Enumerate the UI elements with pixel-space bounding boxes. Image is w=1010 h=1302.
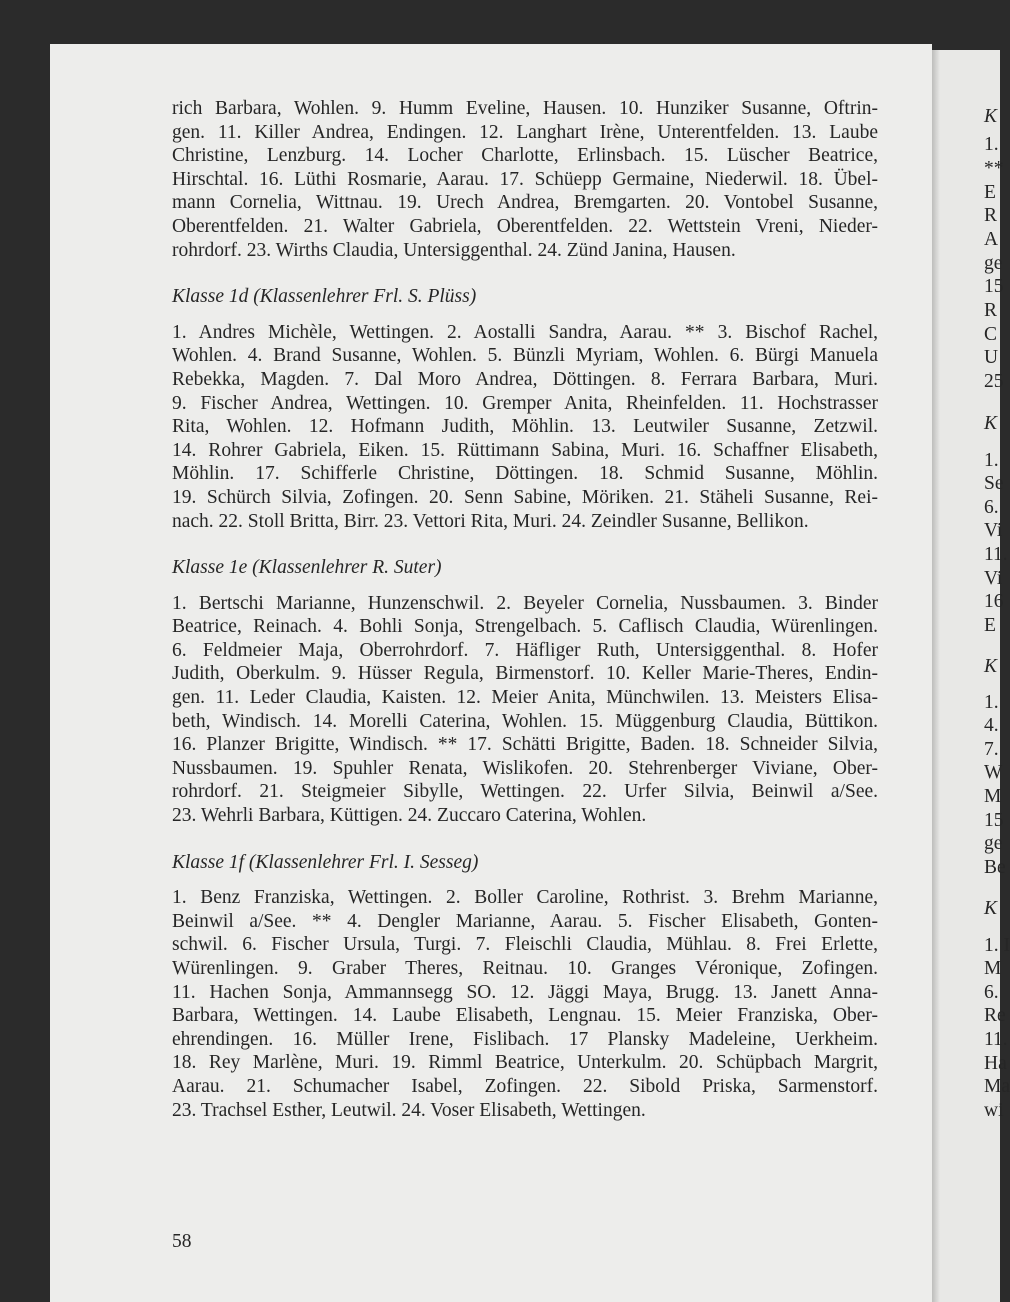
edge-fragment: Ma — [984, 1076, 1010, 1097]
text-line: beth, Windisch. 14. Morelli Caterina, Wohlen. 15. Müggenburg Claudia, Büttikon. — [172, 710, 878, 732]
edge-fragment: ge — [984, 253, 1003, 274]
edge-fragment: E — [984, 615, 996, 636]
edge-fragment: Se — [984, 473, 1004, 494]
text-line: ehrendingen. 16. Müller Irene, Fislibach. 17 Plansky Madeleine, Uerkheim. — [172, 1028, 878, 1050]
text-line: Oberentfelden. 21. Walter Gabriela, Oberentfelden. 22. Wettstein Vreni, Nieder- — [172, 215, 878, 237]
text-line: Christine, Lenzburg. 14. Locher Charlotte, Erlinsbach. 15. Lüscher Beatrice, — [172, 145, 878, 167]
edge-fragment: ge — [984, 833, 1003, 854]
next-page-edge — [932, 50, 1010, 1302]
intro-paragraph — [172, 97, 878, 262]
text-line: 11. Hachen Sonja, Ammannsegg SO. 12. Jäggi Maya, Brugg. 13. Janett Anna- — [172, 981, 878, 1003]
edge-fragment: C — [984, 324, 998, 345]
text-line: Judith, Oberkulm. 9. Hüsser Regula, Birmenstorf. 10. Keller Marie-Theres, Endin- — [172, 663, 878, 685]
edge-fragment: E — [984, 182, 996, 203]
text-line: 23. Wehrli Barbara, Küttigen. 24. Zuccaro Caterina, Wohlen. — [172, 805, 647, 827]
text-line: Wohlen. 4. Brand Susanne, Wohlen. 5. Bünzli Myriam, Wohlen. 6. Bürgi Manuela — [172, 345, 878, 367]
text-line: 14. Rohrer Gabriela, Eiken. 15. Rüttimann Sabina, Muri. 16. Schaffner Elisabeth, — [172, 439, 878, 461]
page-text — [172, 97, 878, 1122]
text-line: Barbara, Wettingen. 14. Laube Elisabeth, Lengnau. 15. Meier Franziska, Ober- — [172, 1005, 878, 1027]
edge-fragment: 11. — [984, 1029, 1008, 1050]
edge-fragment: M — [984, 958, 1002, 979]
section-paragraph-1f — [172, 886, 878, 1122]
section-paragraph-1d — [172, 321, 878, 533]
section-paragraph-1e — [172, 592, 878, 828]
edge-fragment: 4. — [984, 715, 999, 736]
text-line: gen. 11. Leder Claudia, Kaisten. 12. Meier Anita, Münchwilen. 13. Meisters Elisa- — [172, 687, 878, 709]
edge-fragment: 7. — [984, 739, 999, 760]
text-line: 9. Fischer Andrea, Wettingen. 10. Gremper Anita, Rheinfelden. 11. Hochstrasser — [172, 392, 878, 414]
edge-fragment: Ha — [984, 1053, 1007, 1074]
edge-fragment: ** — [984, 158, 1004, 179]
text-line: Hirschtal. 16. Lüthi Rosmarie, Aarau. 17. Schüepp Germaine, Niederwil. 18. Übel- — [172, 168, 878, 190]
text-line: schwil. 6. Fischer Ursula, Turgi. 7. Fleischli Claudia, Mühlau. 8. Frei Erlette, — [172, 934, 878, 956]
text-line: nach. 22. Stoll Britta, Birr. 23. Vettori Rita, Muri. 24. Zeindler Susanne, Bellikon. — [172, 510, 809, 532]
edge-fragment: 1. — [984, 450, 999, 471]
page-fold — [932, 50, 940, 1302]
text-line: rohrdorf. 23. Wirths Claudia, Untersiggenthal. 24. Zünd Janina, Hausen. — [172, 239, 736, 261]
text-line: gen. 11. Killer Andrea, Endingen. 12. Langhart Irène, Unterentfelden. 13. Laube — [172, 121, 878, 143]
edge-fragment: K — [984, 898, 998, 919]
text-line: 23. Trachsel Esther, Leutwil. 24. Voser Elisabeth, Wettingen. — [172, 1099, 646, 1121]
section-heading-1d: Klasse 1d (Klassenlehrer Frl. S. Plüss) — [172, 286, 477, 308]
text-line: Aarau. 21. Schumacher Isabel, Zofingen. 22. Sibold Priska, Sarmenstorf. — [172, 1075, 878, 1097]
text-line: rohrdorf. 21. Steigmeier Sibylle, Wettingen. 22. Urfer Silvia, Beinwil a/See. — [172, 781, 878, 803]
text-line: Nussbaumen. 19. Spuhler Renata, Wislikofen. 20. Stehrenberger Viviane, Ober- — [172, 757, 878, 779]
edge-fragment: 25 — [984, 371, 1004, 392]
edge-fragment: 1. — [984, 692, 999, 713]
edge-fragment: K — [984, 413, 998, 434]
section-heading-1e: Klasse 1e (Klassenlehrer R. Suter) — [172, 557, 442, 579]
text-line: Rita, Wohlen. 12. Hofmann Judith, Möhlin. 13. Leutwiler Susanne, Zetzwil. — [172, 416, 878, 438]
text-line: rich Barbara, Wohlen. 9. Humm Eveline, Hausen. 10. Hunziker Susanne, Oftrin- — [172, 98, 878, 119]
text-line: mann Cornelia, Wittnau. 19. Urech Andrea, Bremgarten. 20. Vontobel Susanne, — [172, 192, 878, 214]
page-number: 58 — [172, 1231, 192, 1252]
text-line: Würenlingen. 9. Graber Theres, Reitnau. 10. Granges Véronique, Zofingen. — [172, 958, 878, 979]
section-heading-1f: Klasse 1f (Klassenlehrer Frl. I. Sesseg) — [172, 851, 479, 873]
edge-fragment: Vi — [984, 520, 1003, 541]
text-line: Möhlin. 17. Schifferle Christine, Döttingen. 18. Schmid Susanne, Möhlin. — [172, 463, 878, 485]
edge-fragment: U — [984, 347, 999, 368]
text-line: Rebekka, Magden. 7. Dal Moro Andrea, Döttingen. 8. Ferrara Barbara, Muri. — [172, 368, 878, 390]
text-line: 1. Andres Michèle, Wettingen. 2. Aostalli Sandra, Aarau. ** 3. Bischof Rachel, — [172, 321, 878, 343]
text-line: 16. Planzer Brigitte, Windisch. ** 17. Schätti Brigitte, Baden. 18. Schneider Silvia, — [172, 734, 878, 756]
edge-fragment: 15 — [984, 276, 1004, 297]
edge-fragment: Re — [984, 1005, 1006, 1026]
edge-fragment: 15 — [984, 810, 1004, 831]
text-line: 6. Feldmeier Maja, Oberrohrdorf. 7. Häfliger Ruth, Untersiggenthal. 8. Hofer — [172, 639, 878, 661]
edge-fragment: 6. — [984, 497, 999, 518]
edge-fragment: R — [984, 300, 998, 321]
edge-fragment: wi — [984, 1100, 1004, 1121]
edge-fragment: K — [984, 656, 998, 677]
edge-fragment: Be — [984, 857, 1006, 878]
edge-fragment: A — [984, 229, 999, 250]
text-line: 19. Schürch Silvia, Zofingen. 20. Senn Sabine, Möriken. 21. Stäheli Susanne, Rei- — [172, 486, 878, 508]
text-line: Beinwil a/See. ** 4. Dengler Marianne, Aarau. 5. Fischer Elisabeth, Gonten- — [172, 910, 878, 932]
text-line: 1. Benz Franziska, Wettingen. 2. Boller Caroline, Rothrist. 3. Brehm Marianne, — [172, 887, 878, 909]
edge-fragment: 6. — [984, 982, 999, 1003]
edge-fragment: R — [984, 205, 998, 226]
edge-fragment: 1. I — [984, 935, 1010, 956]
edge-fragment: M — [984, 786, 1002, 807]
text-line: 18. Rey Marlène, Muri. 19. Rimml Beatrice, Unterkulm. 20. Schüpbach Margrit, — [172, 1052, 878, 1074]
book-page — [50, 44, 932, 1302]
edge-fragment: Vi — [984, 568, 1003, 589]
text-line: Beatrice, Reinach. 4. Bohli Sonja, Strengelbach. 5. Caflisch Claudia, Würenlingen. — [172, 616, 878, 638]
edge-fragment: K — [984, 106, 998, 127]
edge-fragment: 16 — [984, 591, 1004, 612]
edge-fragment: 11. — [984, 544, 1008, 565]
edge-fragment: W — [984, 762, 1003, 783]
text-line: 1. Bertschi Marianne, Hunzenschwil. 2. Beyeler Cornelia, Nussbaumen. 3. Binder — [172, 592, 878, 614]
edge-fragment: 1. — [984, 134, 999, 155]
